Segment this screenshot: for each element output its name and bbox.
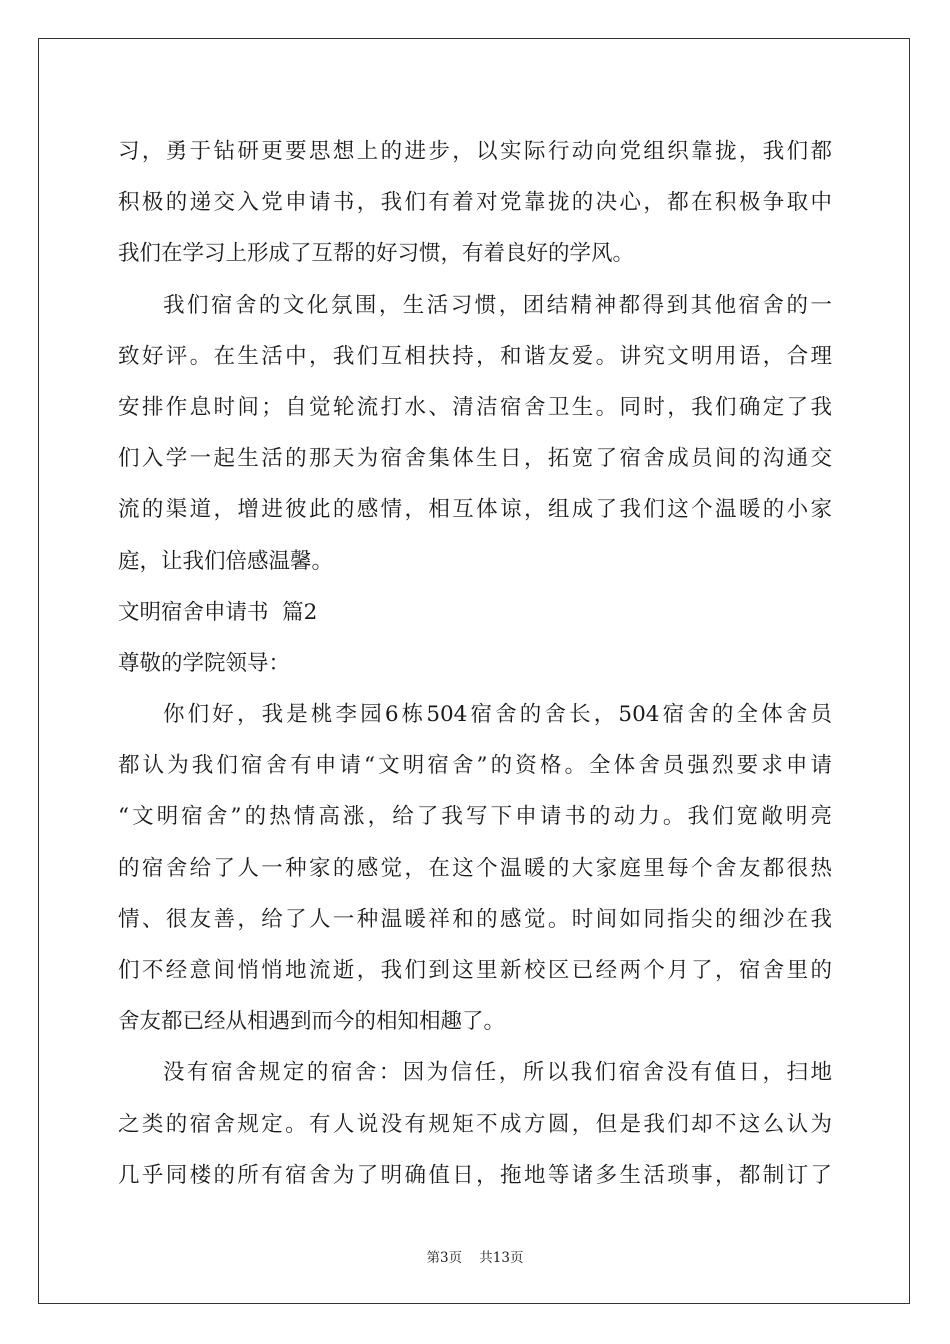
body-line-9: 庭，让我们倍感温馨。: [118, 548, 334, 574]
body-line-17: 们不经意间悄悄地流逝，我们到这里新校区已经两个月了，宿舍里的: [118, 958, 832, 983]
body-line-7: 们入学一起生活的那天为宿舍集体生日，拓宽了宿舍成员间的沟通交: [118, 446, 832, 472]
body-line-1: 习，勇于钻研更要思想上的进步，以实际行动向党组织靠拢，我们都: [118, 139, 832, 164]
salutation: 尊敬的学院领导：: [118, 650, 291, 676]
body-line-15: 的宿舍给了人一种家的感觉，在这个温暖的大家庭里每个舍友都很热: [118, 855, 832, 881]
body-line-4: 我们宿舍的文化氛围，生活习惯，团结精神都得到其他宿舍的一: [163, 292, 832, 318]
body-line-8: 流的渠道，增进彼此的感情，相互体谅，组成了我们这个温暖的小家: [118, 497, 832, 523]
body-line-21: 几乎同楼的所有宿舍为了明确值日，拖地等诸多生活琐事，都制订了: [118, 1162, 832, 1188]
body-line-2: 积极的递交入党申请书，我们有着对党靠拢的决心，都在积极争取中: [118, 190, 832, 216]
body-line-14: “文明宿舍”的热情高涨，给了我写下申请书的动力。我们宽敞明亮: [118, 804, 832, 830]
document-body: [118, 126, 832, 1201]
page-number-footer: 第3页 共13页: [426, 1250, 524, 1266]
body-line-5: 致好评。在生活中，我们互相扶持，和谐友爱。讲究文明用语，合理: [118, 343, 832, 369]
body-line-16: 情、很友善，给了人一种温暖祥和的感觉。时间如同指尖的细沙在我: [118, 906, 832, 932]
body-line-18: 舍友都已经从相遇到而今的相知相趣了。: [118, 1009, 506, 1035]
body-line-3: 我们在学习上形成了互帮的好习惯，有着良好的学风。: [118, 241, 635, 267]
body-line-12: 你们好，我是桃李园6栋504宿舍的舍长，504宿舍的全体舍员: [163, 702, 832, 728]
body-line-20: 之类的宿舍规定。有人说没有规矩不成方圆，但是我们却不这么认为: [118, 1111, 832, 1137]
body-line-6: 安排作息时间；自觉轮流打水、清洁宿舍卫生。同时，我们确定了我: [118, 394, 832, 420]
body-line-13: 都认为我们宿舍有申请“文明宿舍”的资格。全体舍员强烈要求申请: [118, 753, 832, 779]
body-line-19: 没有宿舍规定的宿舍：因为信任，所以我们宿舍没有值日，扫地: [163, 1060, 832, 1086]
section-heading: 文明宿舍申请书 篇2: [118, 599, 318, 625]
